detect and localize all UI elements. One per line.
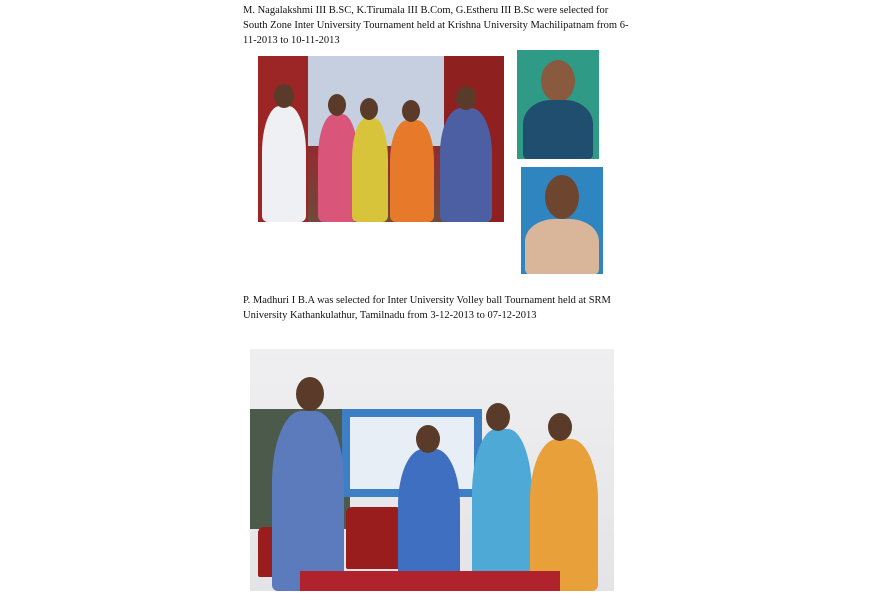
person-head: [456, 86, 476, 110]
person-head: [416, 425, 440, 453]
student-portrait-photo-2: [521, 167, 603, 274]
person-head: [486, 403, 510, 431]
person-woman-orange-saree: [390, 120, 434, 222]
person-man-checked-shirt: [440, 108, 492, 222]
chair: [346, 507, 402, 569]
volleyball-felicitation-photo: [250, 349, 614, 591]
volleyball-selection-paragraph: P. Madhuri I B.A was selected for Inter University Volley ball Tournament held at SRM University Kathankulathur, Tamilnadu from 3-12-2013 to 07-12-2013: [243, 295, 611, 321]
group-felicitation-photo: [258, 56, 504, 222]
person-woman-blue-saree: [398, 449, 460, 591]
student-portrait-photo-1: [517, 50, 599, 159]
person-head: [274, 84, 294, 108]
person-man-checked-shirt: [272, 411, 344, 591]
person-head: [402, 100, 420, 122]
tournament-selection-paragraph: M. Nagalakshmi III B.SC, K.Tirumala III B.Com, G.Estheru III B.Sc were selected for South Zone Inter University Tournament held at Krishna University Machilipatnam from 6-11-2013 to 10-11-2013: [243, 5, 629, 46]
portrait-head: [545, 175, 579, 219]
portrait-body: [523, 100, 593, 159]
person-head: [548, 413, 572, 441]
stage-table: [300, 571, 560, 591]
person-head: [328, 94, 346, 116]
person-woman-orange-dress: [530, 439, 598, 591]
person-student-cyan-dress: [472, 429, 532, 591]
person-head: [360, 98, 378, 120]
person-student-yellow: [352, 118, 388, 222]
portrait-body: [525, 219, 599, 274]
portrait-head: [541, 60, 575, 102]
person-man-white-shirt: [262, 106, 306, 222]
person-head: [296, 377, 324, 411]
